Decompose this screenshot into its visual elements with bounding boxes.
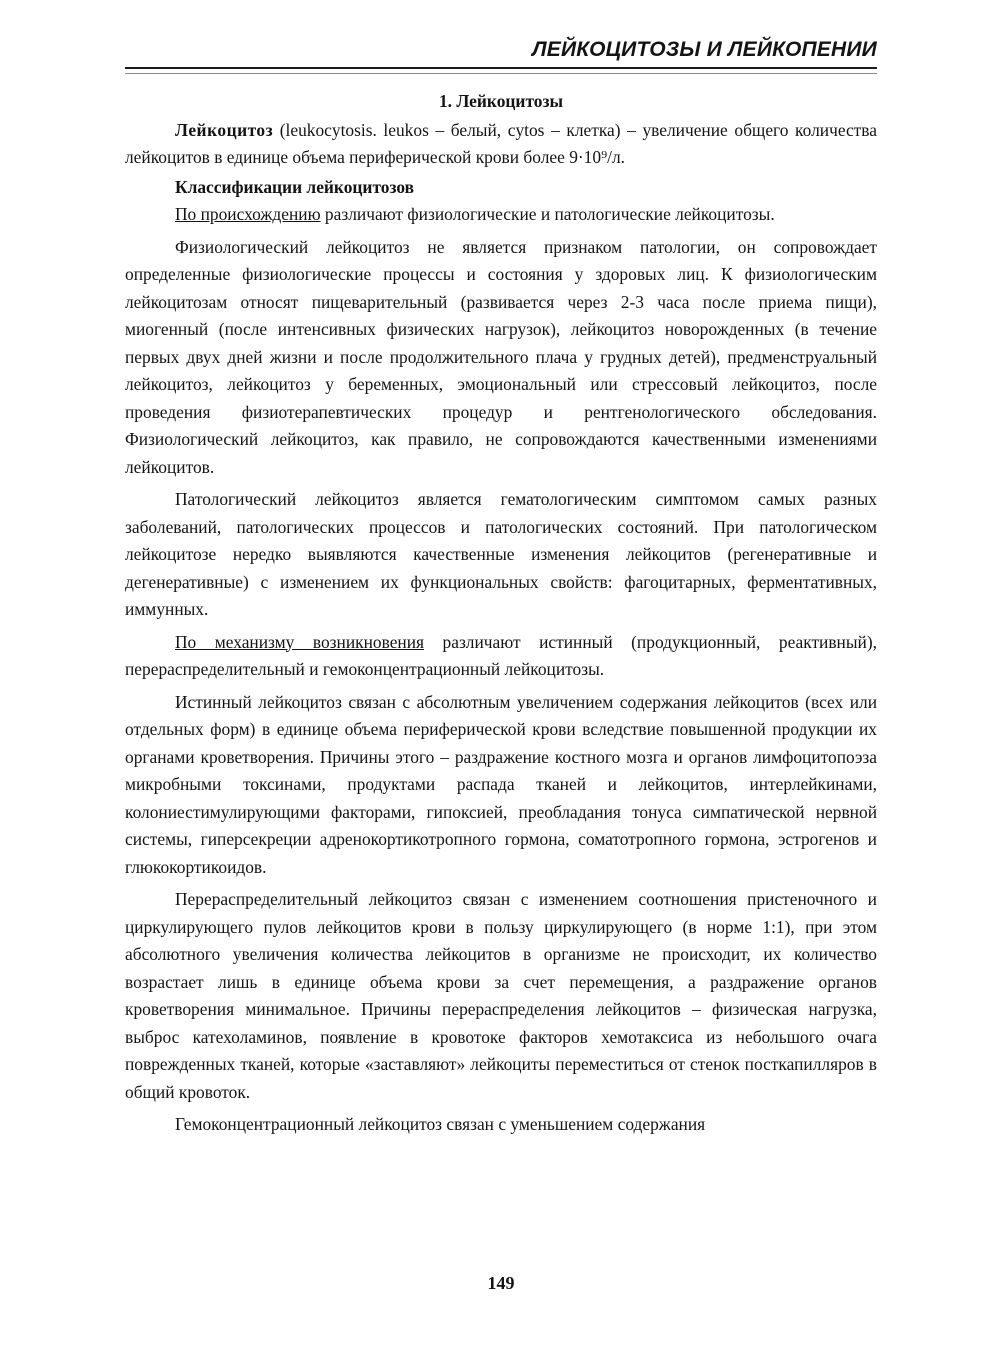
mechanism-text: различают истинный (продукционный, реактивный), перераспределительный и гемоконцентрационный лейкоцитозы. <box>125 631 877 679</box>
running-head: ЛЕЙКОЦИТОЗЫ И ЛЕЙКОПЕНИИ <box>532 38 877 61</box>
physiological-paragraph: Физиологический лейкоцитоз не является признаком патологии, он сопровождает определенные физиологические процессы и состояния у здоровых лиц. К физиологическим лейкоцитозам относят пищеварительный (развивается через 2-3 часа после приема пищи), миогенный (после интенсивных физических нагрузок), лейкоцитоз новорожденных (в течение первых двух дней жизни и после продолжительного плача у грудных детей), предменструальный лейкоцитоз, лейкоцитоз у беременных, эмоциональный или стрессовый лейкоцитоз, после проведения физиотерапевтических процедур и рентгенологического обследования. Физиологический лейкоцитоз, как правило, не сопровождаются качественными изменениями лейкоцитов. <box>125 236 877 477</box>
origin-label: По происхождению <box>175 204 321 224</box>
classification-heading: Классификации лейкоцитозов <box>175 176 415 197</box>
hemoconcentration-paragraph: Гемоконцентрационный лейкоцитоз связан с уменьшением содержания <box>175 1114 706 1134</box>
header-rule-thin <box>125 73 877 74</box>
section-title: 1. Лейкоцитозы <box>438 91 564 111</box>
definition-text: (leukocytosis. leukos – белый, cytos – клетка) – увеличение общего количества лейкоцитов в единице объема периферической крови более 9·10⁹/л. <box>125 119 877 167</box>
redistributive-paragraph: Перераспределительный лейкоцитоз связан с изменением соотношения пристеночного и циркулирующего пулов лейкоцитов крови в пользу циркулирующего (в норме 1:1), при этом абсолютного увеличения количества лейкоцитов в организме не происходит, их количество возрастает лишь в единице объема крови за счет перемещения, а раздражение органов кроветворения минимальное. Причины перераспределения лейкоцитов – физическая нагрузка, выброс катехоламинов, появление в кровотоке факторов хемотаксиса из небольшого очага поврежденных тканей, которые «заставляют» лейкоциты переместиться от стенок посткапилляров в общий кровоток. <box>125 889 877 1102</box>
pathological-paragraph: Патологический лейкоцитоз является гематологическим симптомом самых разных заболеваний, патологических процессов и патологических состояний. При патологическом лейкоцитозе нередко выявляются качественные изменения лейкоцитов (регенеративные и дегенеративные) с изменением их функциональных свойств: фагоцитарных, ферментативных, иммунных. <box>125 489 877 619</box>
true-leukocytosis-paragraph: Истинный лейкоцитоз связан с абсолютным увеличением содержания лейкоцитов (всех или отдельных форм) в единице объема периферической крови вследствие повышенной продукции их органами кроветворения. Причины этого – раздражение костного мозга и органов лимфоцитопоэза микробными токсинами, продуктами распада тканей и лейкоцитов, интерлейкинами, колониестимулирующими факторами, гипоксией, преобладания тонуса симпатической нервной системы, гиперсекреции адренокортикотропного гормона, соматотропного гормона, эстрогенов и глюкокортикоидов. <box>125 691 877 877</box>
body-text <box>125 88 877 1139</box>
origin-paragraph <box>125 201 877 229</box>
origin-text: различают физиологические и патологические лейкоцитозы. <box>320 204 775 224</box>
definition-paragraph <box>125 117 877 172</box>
page-number: 149 <box>487 1273 515 1293</box>
mechanism-paragraph <box>125 629 877 684</box>
header-rule <box>125 67 877 69</box>
defined-term: Лейкоцитоз <box>175 119 274 140</box>
mechanism-label: По механизму возникновения <box>175 631 425 652</box>
